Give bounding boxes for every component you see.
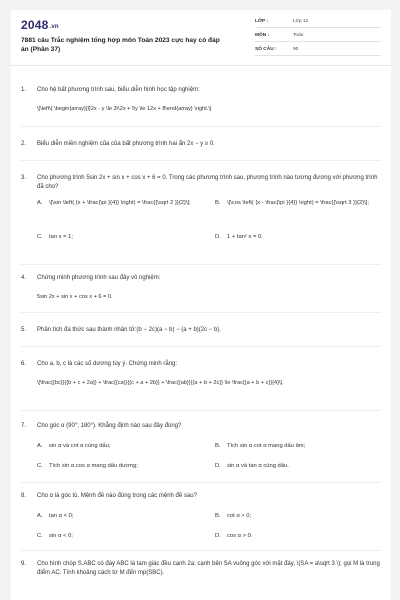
question-8: 8. Cho α là góc tù. Mệnh đề nào đúng trong các mệnh đề sau? A. tan α < 0; B. cot α > 0; C. sin α < 0; D. cos α > 0. (21, 492, 381, 552)
document-header (11, 10, 391, 66)
meta-grade: LỚP : Lớp 12 (255, 16, 381, 28)
option-c[interactable]: C. tan x = 1; (37, 234, 74, 240)
option-d[interactable]: D. sin α và tan α cùng dấu. (215, 463, 289, 469)
question-5: 5. Phân tích đa thức sau thành nhân tử:(b − 2c)(a − b) − (a + b)(2c − b). (21, 327, 221, 333)
question-3: 3. Cho phương trình 5sin 2x + sin x + cos x + 6 = 0. Trong các phương trình sau, phương trình nào tương đương với phương trình đã cho? A. \[\sin \left( {x + \frac{\pi }{4}} \right) = \frac{{\sqrt 2 }}{2}\]; B. \[\cos \left( {x - \frac{\pi }{4}} \right) = \frac{{\sqrt 3 }}{2}\]; C. tan x = 1; D. 1 + tan² x = 0. (21, 174, 381, 259)
option-b[interactable]: B. \[\cos \left( {x - \frac{\pi }{4}} \right) = \frac{{\sqrt 3 }}{2}\]; (215, 200, 369, 206)
option-b[interactable]: B. cot α > 0; (215, 513, 252, 519)
option-a[interactable]: A. \[\sin \left( {x + \frac{\pi }{4}} \right) = \frac{{\sqrt 2 }}{2}\]; (37, 200, 191, 206)
divider (21, 126, 381, 127)
question-formula: \[\left\{ \begin{array}{l}2x - y \le 3\\2x + 5y \le 12x + 8\end{array} \right.\] (37, 106, 212, 112)
option-d[interactable]: D. 1 + tan² x = 0. (215, 234, 263, 240)
divider (21, 550, 381, 551)
divider (21, 346, 381, 347)
site-logo[interactable]: 2048.vn (21, 18, 59, 32)
document-page (11, 10, 391, 600)
answer-options (37, 508, 381, 552)
question-7: 7. Cho góc α (90°; 180°). Khẳng định nào sau đây đúng? A. sin α và cot α cùng dấu; B. Tích sin α.cot α mang dấu âm; C. Tích sin α.cos α mang dấu dương; D. sin α và tan α cùng dấu. (21, 422, 381, 482)
meta-question-count: SỐ CÂU : 90 (255, 44, 381, 56)
option-a[interactable]: A. tan α < 0; (37, 513, 74, 519)
question-9: 9. Cho hình chóp S.ABC có đáy ABC là tam giác đều cạnh 2a; cạnh bên SA vuông góc với mặt đáy, \(SA = a\sqrt 3 \); gọi M là trung điểm AC. Tính khoảng cách từ M đến mp(SBC). (21, 561, 380, 576)
divider (21, 410, 381, 411)
meta-subject: MÔN : Toán (255, 30, 381, 42)
question-formula: 5sin 2x + sin x + cos x + 6 = 0. (37, 294, 113, 300)
divider (21, 482, 381, 483)
answer-options (37, 438, 381, 482)
divider (21, 264, 381, 265)
option-c[interactable]: C. Tích sin α.cos α mang dấu dương; (37, 463, 138, 469)
document-meta (255, 16, 381, 58)
option-d[interactable]: D. cos α > 0. (215, 533, 253, 539)
question-2: 2. Biểu diễn miền nghiệm của của bất phương trình hai ẩn 2x − y ≥ 0. (21, 141, 215, 147)
divider (21, 160, 381, 161)
option-c[interactable]: C. sin α < 0; (37, 533, 73, 539)
question-1: 1. Cho hệ bất phương trình sau, biểu diễn hình học tập nghiệm: \[\left\{ \begin{array}{l}2x - y \le 3\\2x + 5y \le 12x + 8\end{array} \right.\] (21, 86, 381, 114)
question-6: 6. Cho a, b, c là các số dương tùy ý. Chứng minh rằng: \[\frac{{bc}}{{b + c + 2a}} + \frac{{ca}}{{c + a + 2b}} + \frac{{ab}}{{a + b + 2c}} \le \frac{{a + b + c}}{4}\]. (21, 360, 381, 388)
divider (21, 312, 381, 313)
answer-options (37, 199, 381, 259)
question-4: 4. Chứng minh phương trình sau đây vô nghiệm: 5sin 2x + sin x + cos x + 6 = 0. (21, 274, 381, 302)
option-a[interactable]: A. sin α và cot α cùng dấu; (37, 443, 111, 449)
question-formula: \[\frac{{bc}}{{b + c + 2a}} + \frac{{ca}}{{c + a + 2b}} + \frac{{ab}}{{a + b + 2c}} \le \frac{{a + b + c}}{4}\]. (37, 380, 284, 386)
option-b[interactable]: B. Tích sin α.cot α mang dấu âm; (215, 443, 306, 449)
document-title: 7881 câu Trắc nghiệm tổng hợp môn Toán 2023 cực hay có đáp án (Phần 37) (21, 37, 220, 53)
